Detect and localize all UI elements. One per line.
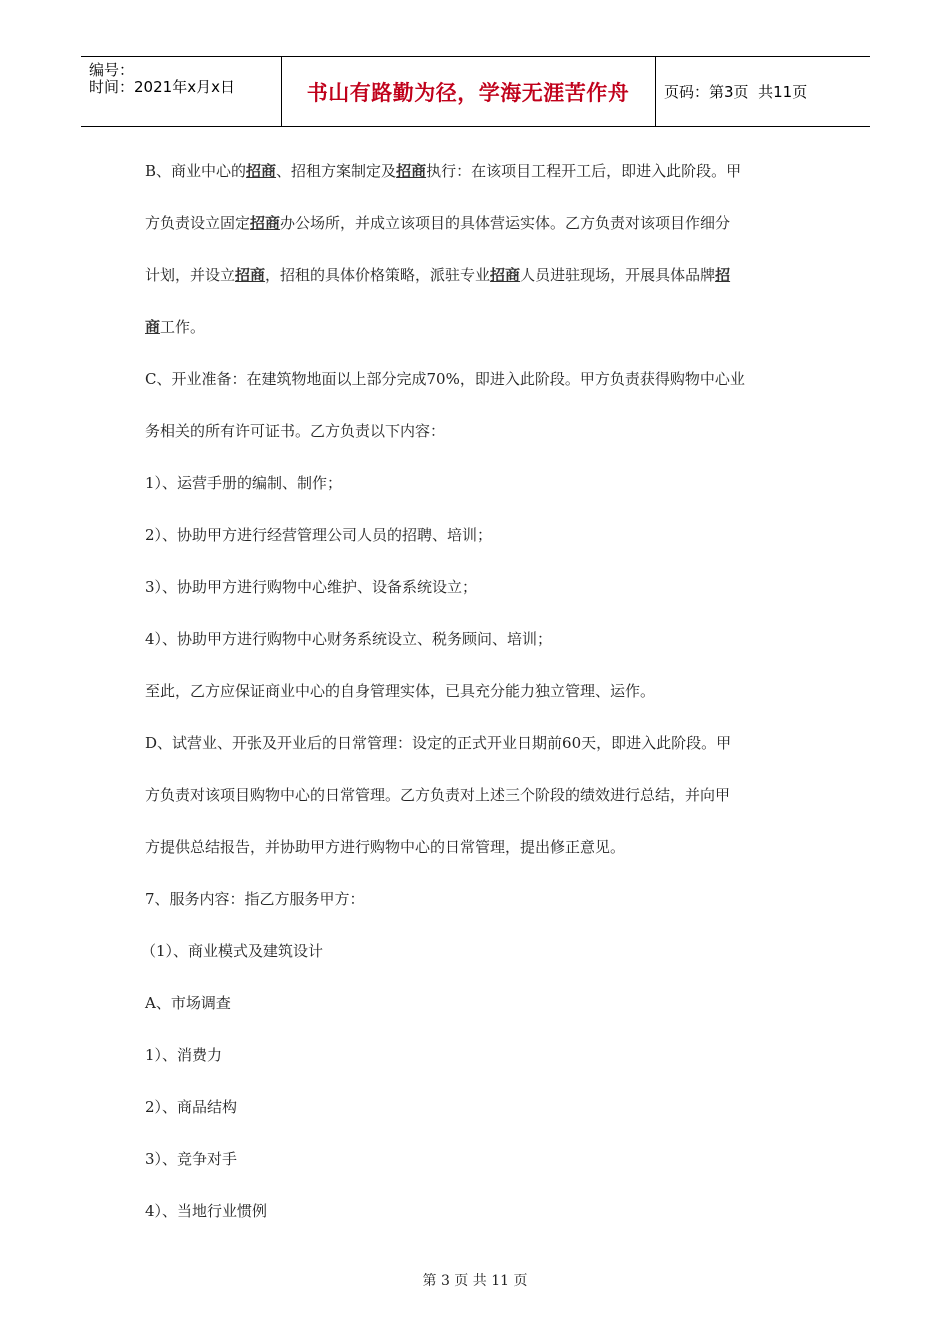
text-segment: 务相关的所有许可证书。乙方负责以下内容： — [145, 422, 446, 440]
text-line — [145, 161, 741, 181]
keyword-link[interactable]: 招 — [715, 266, 731, 284]
text-segment: ，招租的具体价格策略，派驻专业 — [265, 266, 491, 284]
page-total: 共11页 — [758, 83, 808, 101]
text-segment: 工作。 — [160, 318, 206, 336]
text-segment: 3）、竞争对手 — [145, 1150, 238, 1168]
text-segment: 方负责对该项目购物中心的日常管理。乙方负责对上述三个阶段的绩效进行总结，并向甲 — [145, 786, 731, 804]
text-line — [145, 265, 730, 285]
motto-text: 书山有路勤为径，学海无涯苦作舟 — [306, 80, 630, 105]
text-segment: B、商业中心的 — [145, 162, 247, 180]
text-line — [145, 993, 231, 1013]
header-meta-cell — [81, 57, 282, 126]
text-segment: 4）、协助甲方进行购物中心财务系统设立、税务顾问、培训； — [145, 630, 553, 648]
keyword-link[interactable]: 招商 — [235, 266, 266, 284]
text-line — [145, 681, 655, 701]
text-segment: 、招租方案制定及 — [276, 162, 397, 180]
text-line — [145, 1097, 237, 1117]
text-segment: C、开业准备：在建筑物地面以上部分完成70%，即进入此阶段。甲方负责获得购物中心业 — [145, 370, 745, 388]
text-segment: 3）、协助甲方进行购物中心维护、设备系统设立； — [145, 578, 478, 596]
text-line — [145, 629, 552, 649]
text-segment: 1）、运营手册的编制、制作； — [145, 474, 343, 492]
text-segment: 4）、当地行业惯例 — [145, 1202, 268, 1220]
keyword-link[interactable]: 招商 — [396, 162, 427, 180]
text-line — [145, 369, 745, 389]
page-info — [656, 81, 807, 102]
time-line — [89, 78, 235, 97]
text-line — [145, 733, 731, 753]
keyword-link[interactable]: 招商 — [250, 214, 281, 232]
text-line — [145, 421, 445, 441]
text-segment: 7、服务内容：指乙方服务甲方： — [145, 890, 365, 908]
text-segment: 办公场所，并成立该项目的具体营运实体。乙方负责对该项目作细分 — [280, 214, 731, 232]
text-line — [145, 1149, 237, 1169]
text-line — [145, 473, 342, 493]
text-segment: 2）、协助甲方进行经营管理公司人员的招聘、培训； — [145, 526, 493, 544]
text-line — [145, 577, 477, 597]
text-segment: 人员进驻现场，开展具体品牌 — [520, 266, 716, 284]
keyword-link[interactable]: 招商 — [490, 266, 521, 284]
text-line — [145, 1045, 222, 1065]
document-header — [81, 56, 870, 127]
text-segment: 计划，并设立 — [145, 266, 236, 284]
text-line — [145, 837, 625, 857]
text-line — [145, 525, 492, 545]
text-line — [145, 317, 205, 337]
text-line — [141, 941, 323, 961]
text-segment: D、试营业、开张及开业后的日常管理：设定的正式开业日期前60天，即进入此阶段。甲 — [145, 734, 732, 752]
header-page-cell — [656, 57, 870, 126]
time-label: 时间： — [89, 78, 135, 96]
number-label: 编号： — [89, 61, 135, 79]
time-value: 2021年x月x日 — [134, 78, 235, 96]
page-current: 第3页 — [709, 83, 749, 101]
header-motto-cell — [281, 57, 656, 126]
text-segment: 至此，乙方应保证商业中心的自身管理实体，已具充分能力独立管理、运作。 — [145, 682, 656, 700]
keyword-link[interactable]: 招商 — [246, 162, 277, 180]
text-segment: （1）、商业模式及建筑设计 — [141, 942, 324, 960]
text-segment: 方提供总结报告，并协助甲方进行购物中心的日常管理，提出修正意见。 — [145, 838, 626, 856]
text-segment: 1）、消费力 — [145, 1046, 223, 1064]
text-line — [145, 889, 365, 909]
text-segment: A、市场调查 — [145, 994, 231, 1012]
page-footer: 第 3 页 共 11 页 — [422, 1273, 528, 1289]
page-label: 页码： — [664, 83, 710, 101]
text-line — [145, 1201, 267, 1221]
text-segment: 方负责设立固定 — [145, 214, 251, 232]
text-line — [145, 213, 730, 233]
text-line — [145, 785, 730, 805]
keyword-link[interactable]: 商 — [145, 318, 161, 336]
text-segment: 执行：在该项目工程开工后，即进入此阶段。甲 — [426, 162, 742, 180]
text-segment: 2）、商品结构 — [145, 1098, 238, 1116]
